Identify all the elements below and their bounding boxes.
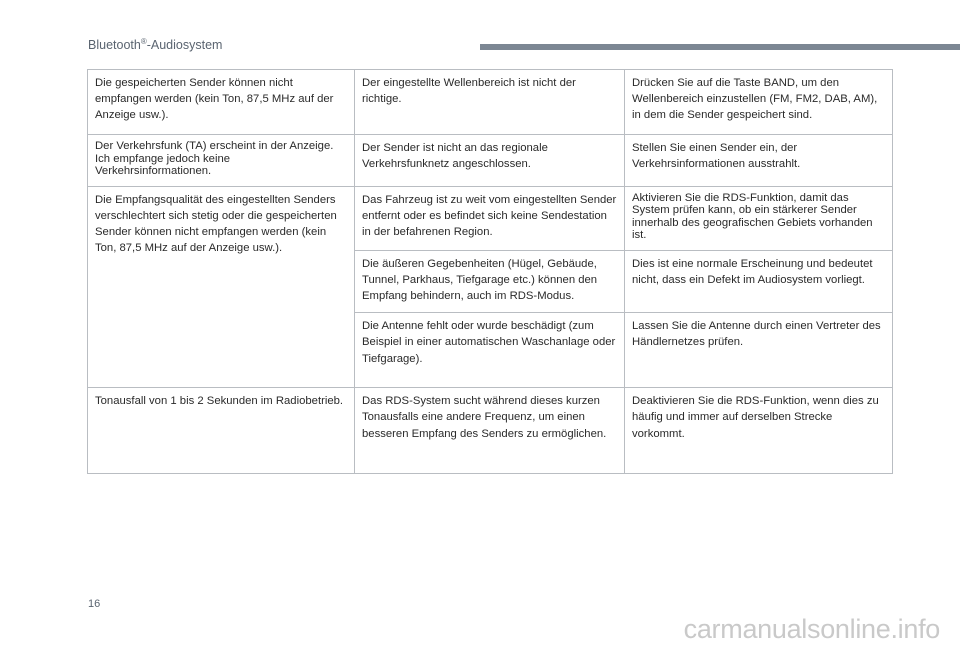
table-row xyxy=(88,135,893,187)
watermark: carmanualsonline.info xyxy=(683,614,940,644)
page-number: 16 xyxy=(88,598,101,610)
cause-cell: Das Fahrzeug ist zu weit vom eingestellten Sender entfernt oder es befindet sich keine Sendestation in der befahrenen Region. xyxy=(355,186,625,250)
problem-cell: Die gespeicherten Sender können nicht empfangen werden (kein Ton, 87,5 MHz auf der Anzeige usw.). xyxy=(88,70,355,135)
solution-cell: Drücken Sie auf die Taste BAND, um den Wellenbereich einzustellen (FM, FM2, DAB, AM), in dem die Sender gespeichert sind. xyxy=(625,70,893,135)
solution-cell: Deaktivieren Sie die RDS-Funktion, wenn dies zu häufig und immer auf derselben Strecke vorkommt. xyxy=(625,388,893,474)
solution-cell: Lassen Sie die Antenne durch einen Vertreter des Händlernetzes prüfen. xyxy=(625,313,893,388)
problem-cell: Tonausfall von 1 bis 2 Sekunden im Radiobetrieb. xyxy=(88,388,355,474)
table-row xyxy=(88,70,893,135)
table-row xyxy=(88,388,893,474)
section-title: Bluetooth®-Audiosystem xyxy=(88,37,223,53)
problem-cell: Die Empfangsqualität des eingestellten Senders verschlechtert sich stetig oder die gespeicherten Sender können nicht empfangen werden (kein Ton, 87,5 MHz auf der Anzeige usw.). xyxy=(88,186,355,388)
solution-cell: Aktivieren Sie die RDS-Funktion, damit das System prüfen kann, ob ein stärkerer Sender innerhalb des geografischen Gebiets vorhanden ist. xyxy=(625,186,893,250)
solution-cell: Stellen Sie einen Sender ein, der Verkehrsinformationen ausstrahlt. xyxy=(625,135,893,187)
cause-cell: Die Antenne fehlt oder wurde beschädigt (zum Beispiel in einer automatischen Waschanlage oder Tiefgarage). xyxy=(355,313,625,388)
solution-cell: Dies ist eine normale Erscheinung und bedeutet nicht, dass ein Defekt im Audiosystem vorliegt. xyxy=(625,250,893,313)
cause-cell: Der eingestellte Wellenbereich ist nicht der richtige. xyxy=(355,70,625,135)
header-bar xyxy=(480,44,960,50)
cause-cell: Das RDS-System sucht während dieses kurzen Tonausfalls eine andere Frequenz, um einen besseren Empfang des Senders zu ermöglichen. xyxy=(355,388,625,474)
problem-cell: Der Verkehrsfunk (TA) erscheint in der Anzeige. Ich empfange jedoch keine Verkehrsinformationen. xyxy=(88,135,355,187)
table-row xyxy=(88,186,893,250)
troubleshooting-table xyxy=(87,69,893,474)
cause-cell: Die äußeren Gegebenheiten (Hügel, Gebäude, Tunnel, Parkhaus, Tiefgarage etc.) können den Empfang behindern, auch im RDS-Modus. xyxy=(355,250,625,313)
cause-cell: Der Sender ist nicht an das regionale Verkehrsfunknetz angeschlossen. xyxy=(355,135,625,187)
